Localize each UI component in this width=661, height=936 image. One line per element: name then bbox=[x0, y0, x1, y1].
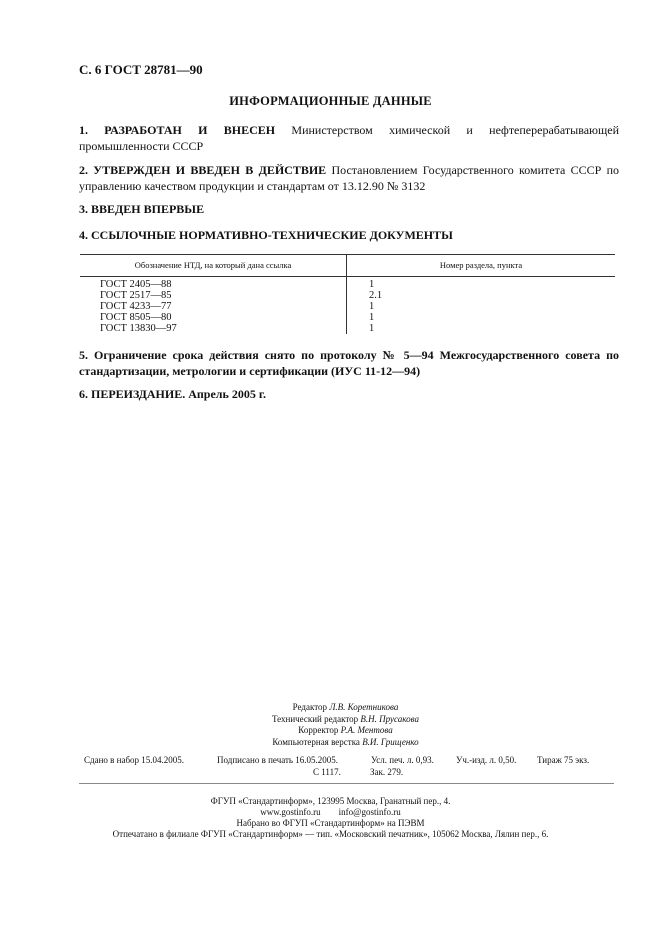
table-cell-designation: ГОСТ 4233—77 bbox=[100, 301, 172, 312]
imprint-sdano: Сдано в набор 15.04.2005. bbox=[84, 755, 185, 765]
table-cell-section: 2.1 bbox=[369, 290, 383, 301]
table-body bbox=[80, 279, 615, 334]
imprint-zak: Зак. 279. bbox=[370, 767, 404, 777]
item-bold-text: ПЕРЕИЗДАНИЕ. Апрель 2005 г. bbox=[91, 387, 266, 401]
item-bold-text: РАЗРАБОТАН И ВНЕСЕН bbox=[104, 123, 276, 137]
table-row bbox=[80, 290, 615, 301]
publisher-info bbox=[0, 796, 661, 840]
item-number: 5. bbox=[79, 348, 88, 362]
page-header: С. 6 ГОСТ 28781—90 bbox=[79, 62, 203, 77]
item-text: Ограничение срока действия снято по протоколу № 5—94 Межгосударственного совета по стандартизации, метрологии и сертификации (ИУС 11-12—94) bbox=[79, 348, 619, 378]
imprint-line-1 bbox=[79, 754, 609, 766]
table-cell-designation: ГОСТ 2405—88 bbox=[100, 279, 172, 290]
imprint-tirazh: Тираж 75 экз. bbox=[537, 755, 590, 765]
info-item-2 bbox=[79, 162, 619, 194]
credit-line bbox=[0, 737, 661, 749]
credit-name: Л.В. Коретникова bbox=[329, 702, 399, 712]
print-imprint bbox=[79, 754, 609, 778]
credit-line bbox=[0, 702, 661, 714]
item-number: 6. bbox=[79, 387, 88, 401]
table-row bbox=[80, 301, 615, 312]
credit-line bbox=[0, 714, 661, 726]
credit-name: В.И. Грищенко bbox=[362, 736, 419, 747]
item-bold-text: ССЫЛОЧНЫЕ НОРМАТИВНО-ТЕХНИЧЕСКИЕ ДОКУМЕНТЫ bbox=[91, 228, 453, 242]
table-cell-section: 1 bbox=[369, 323, 375, 334]
item-number: 4. bbox=[79, 228, 88, 242]
imprint-divider bbox=[79, 783, 614, 784]
table-header-designation: Обозначение НТД, на который дана ссылка bbox=[134, 260, 292, 270]
imprint-usl: Усл. печ. л. 0,93. bbox=[371, 755, 434, 765]
table-top-rule bbox=[80, 254, 615, 255]
info-item-6 bbox=[79, 386, 619, 402]
table-cell-designation: ГОСТ 2517—85 bbox=[100, 290, 172, 301]
publisher-line: ФГУП «Стандартинформ», 123995 Москва, Гранатный пер., 4. bbox=[210, 796, 451, 806]
item-text: Министерством химической и нефтеперерабатывающей промышленности СССР bbox=[79, 123, 619, 153]
imprint-line-2 bbox=[79, 766, 609, 778]
info-item-3 bbox=[79, 201, 619, 217]
table-cell-section: 1 bbox=[369, 301, 375, 312]
credit-role: Компьютерная верстка bbox=[272, 736, 360, 747]
table-row bbox=[80, 279, 615, 290]
credit-role: Корректор bbox=[298, 725, 339, 735]
publisher-contacts: www.gostinfo.ru info@gostinfo.ru bbox=[260, 807, 401, 817]
credit-name: В.Н. Прусакова bbox=[360, 713, 420, 724]
publisher-line: Набрано во ФГУП «Стандартинформ» на ПЭВМ bbox=[236, 818, 425, 828]
credit-name: Р.А. Ментова bbox=[340, 725, 393, 735]
table-cell-designation: ГОСТ 8505—80 bbox=[100, 312, 172, 323]
section-title: ИНФОРМАЦИОННЫЕ ДАННЫЕ bbox=[229, 94, 432, 108]
table-cell-section: 1 bbox=[369, 312, 375, 323]
imprint-uch: Уч.-изд. л. 0,50. bbox=[456, 755, 517, 765]
table-row bbox=[80, 312, 615, 323]
item-number: 1. bbox=[79, 123, 88, 137]
item-number: 2. bbox=[79, 163, 88, 177]
table-header-rule bbox=[80, 276, 615, 277]
table-row bbox=[80, 323, 615, 334]
credit-role: Редактор bbox=[292, 702, 328, 712]
item-text: Постановлением Государственного комитета СССР по управлению качеством продукции и стандартам от 13.12.90 № 3132 bbox=[79, 163, 620, 193]
info-item-5 bbox=[79, 347, 619, 379]
publisher-line: Отпечатано в филиале ФГУП «Стандартинформ» — тип. «Московский печатник», 105062 Москва, Лялин пер., 6. bbox=[112, 829, 549, 839]
imprint-podpisano: Подписано в печать 16.05.2005. bbox=[217, 755, 339, 765]
info-item-4 bbox=[79, 227, 619, 243]
editorial-credits bbox=[0, 702, 661, 748]
item-bold-text: ВВЕДЕН ВПЕРВЫЕ bbox=[91, 202, 205, 216]
credit-line bbox=[0, 725, 661, 737]
info-item-1 bbox=[79, 122, 619, 154]
credit-role: Технический редактор bbox=[271, 713, 359, 724]
imprint-s: С 1117. bbox=[313, 767, 341, 777]
table-cell-designation: ГОСТ 13830—97 bbox=[100, 323, 177, 334]
item-number: 3. bbox=[79, 202, 88, 216]
table-cell-section: 1 bbox=[369, 279, 375, 290]
table-header-section: Номер раздела, пункта bbox=[439, 260, 523, 270]
item-bold-text: УТВЕРЖДЕН И ВВЕДЕН В ДЕЙСТВИЕ bbox=[93, 163, 327, 177]
